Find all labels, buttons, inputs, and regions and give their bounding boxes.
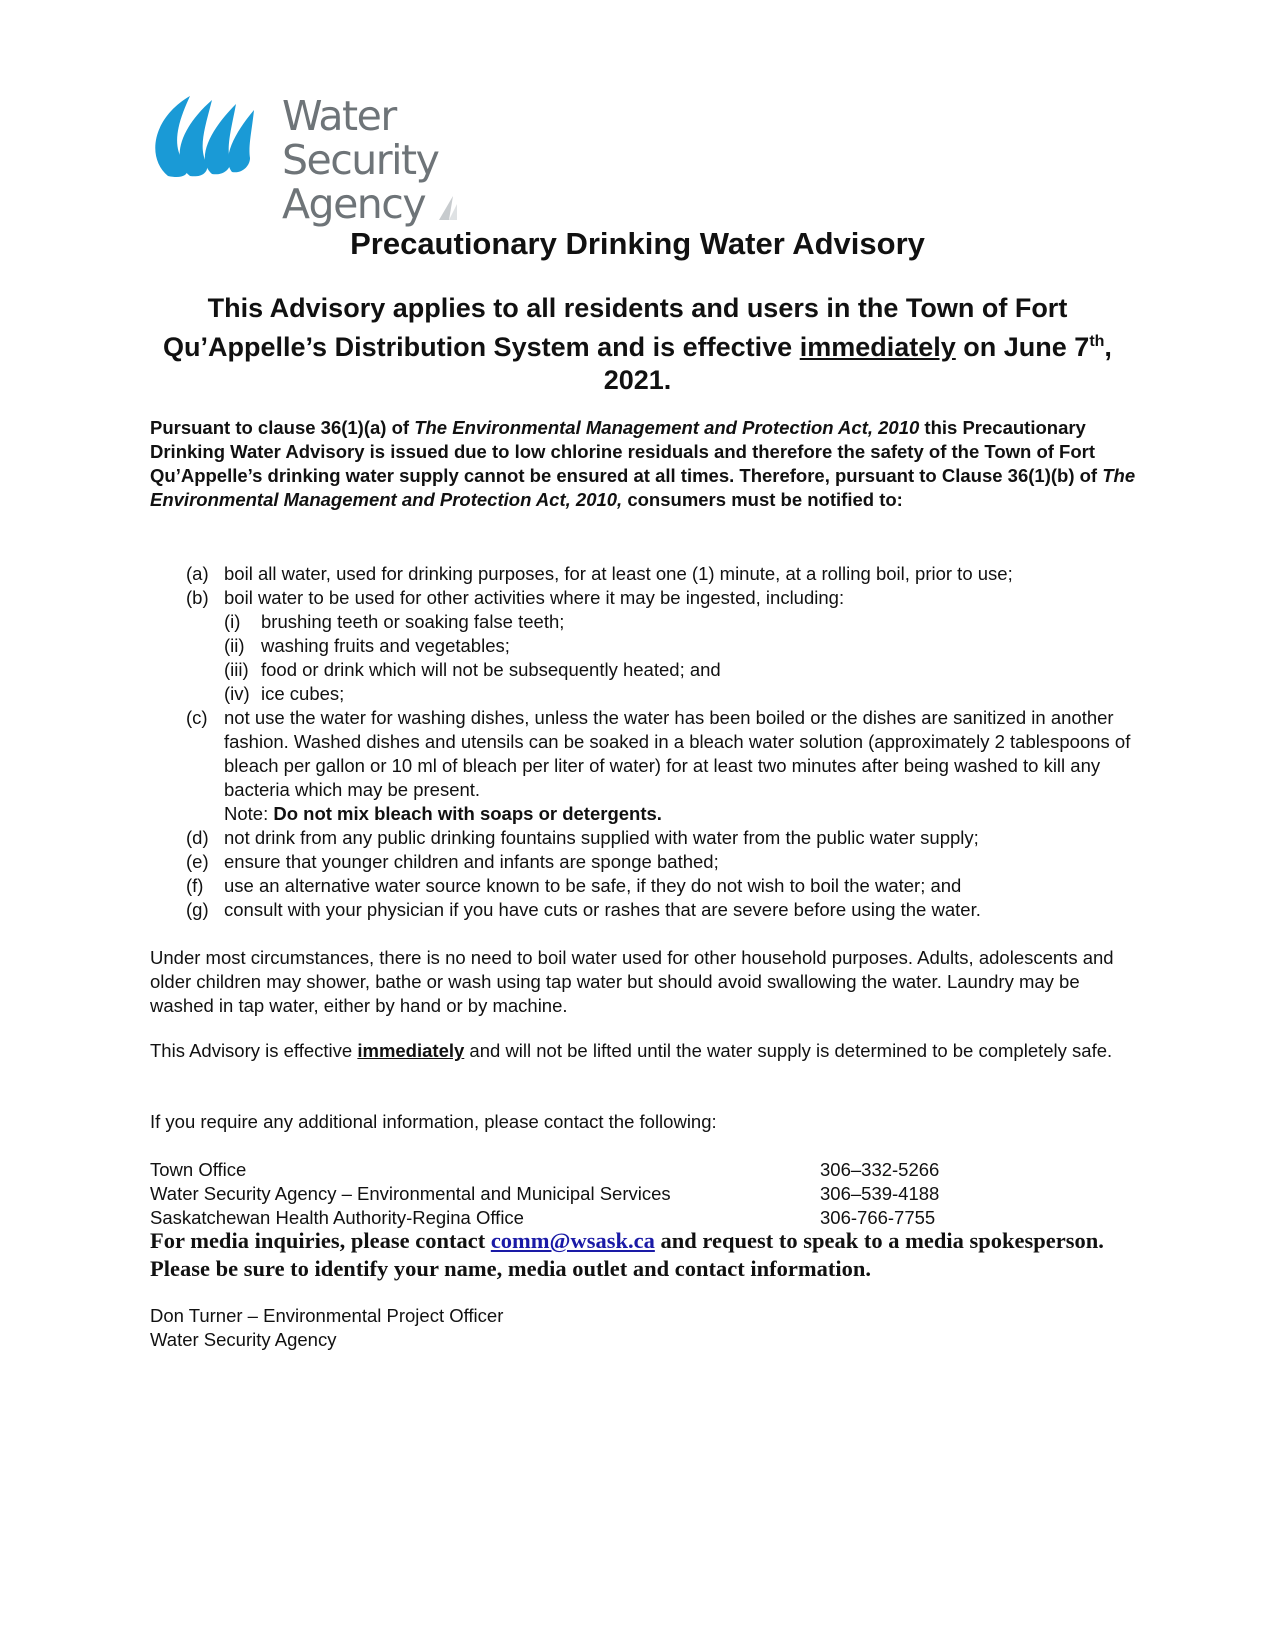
logo-line-1: Water Security xyxy=(282,92,439,184)
logo-wordmark xyxy=(282,94,510,226)
contact-phone: 306–332-5266 xyxy=(820,1159,940,1180)
email-link[interactable]: comm@wsask.ca xyxy=(490,1228,655,1253)
advisory-subtitle: This Advisory applies to all residents and users in the Town of Fort Qu’Appelle’s Distribution System and is effective immediately on June 7th, 2021. xyxy=(163,293,1112,395)
contact-name: Saskatchewan Health Authority-Regina Office xyxy=(150,1207,524,1228)
intro-paragraph: Pursuant to clause 36(1)(a) of The Environmental Management and Protection Act, 2010 this Precautionary Drinking Water Advisory is issued due to low chlorine residuals and therefore the safety of the Town of Fort Qu’Appelle’s drinking water supply cannot be ensured at all times. Therefore, pursuant to Clause 36(1)(b) of The Environmental Management and Protection Act, 2010, consumers must be notified to: xyxy=(150,417,1136,510)
list-item-e: (e) ensure that younger children and infants are sponge bathed; xyxy=(186,851,719,872)
contact-intro: If you require any additional information, please contact the following: xyxy=(150,1111,717,1132)
signature xyxy=(150,1304,503,1352)
household-paragraph: Under most circumstances, there is no need to boil water used for other household purposes. Adults, adolescents and older children may shower, bathe or wash using tap water but should avoid swallowing the water. Laundry may be washed in tap water, either by hand or by machine. xyxy=(150,947,1114,1016)
logo-mark-icon xyxy=(437,192,459,222)
effective-paragraph: This Advisory is effective immediately and will not be lifted until the water supply is determined to be completely safe. xyxy=(150,1040,1113,1061)
contact-phone: 306-766-7755 xyxy=(820,1207,936,1228)
list-subitem-ii: (ii) washing fruits and vegetables; xyxy=(224,635,510,656)
contacts-list xyxy=(150,1158,980,1230)
list-item-b: (b) boil water to be used for other activities where it may be ingested, including: xyxy=(186,587,845,608)
logo-line-2: Agency xyxy=(282,182,510,226)
list-item-f: (f) use an alternative water source known to be safe, if they do not wish to boil the water; and xyxy=(186,875,962,896)
contact-name: Water Security Agency – Environmental and Municipal Services xyxy=(150,1183,671,1204)
contact-row xyxy=(150,1182,980,1206)
list-item-c: (c) not use the water for washing dishes, unless the water has been boiled or the dishes are sanitized in another fashion. Washed dishes and utensils can be soaked in a bleach water solution (approximately 2 tablespoons of bleach per gallon or 10 ml of bleach per liter of water) for at least two minutes after being washed to kill any bacteria which may be present. Note: Do not mix bleach with soaps or detergents. xyxy=(186,707,1131,824)
list-item-d: (d) not drink from any public drinking fountains supplied with water from the public water supply; xyxy=(186,827,979,848)
list-item-a: (a) boil all water, used for drinking purposes, for at least one (1) minute, at a rolling boil, prior to use; xyxy=(186,563,1013,584)
page-title: Precautionary Drinking Water Advisory xyxy=(350,226,925,261)
media-inquiries: For media inquiries, please contact comm@wsask.ca and request to speak to a media spokesperson. Please be sure to identify your name, media outlet and contact information. xyxy=(150,1228,1104,1281)
contact-phone: 306–539-4188 xyxy=(820,1183,940,1204)
contact-name: Town Office xyxy=(150,1159,247,1180)
signature-name: Don Turner – Environmental Project Officer xyxy=(150,1305,504,1326)
list-subitem-i: (i) brushing teeth or soaking false teeth; xyxy=(224,611,565,632)
signature-org: Water Security Agency xyxy=(150,1329,337,1350)
water-drop-logo-icon xyxy=(150,88,270,188)
contact-row xyxy=(150,1158,980,1182)
list-subitem-iv: (iv) ice cubes; xyxy=(224,683,345,704)
agency-logo xyxy=(150,88,510,228)
list-item-g: (g) consult with your physician if you have cuts or rashes that are severe before using the water. xyxy=(186,899,981,920)
instructions-list xyxy=(186,562,1136,922)
list-subitem-iii: (iii) food or drink which will not be subsequently heated; and xyxy=(224,659,721,680)
